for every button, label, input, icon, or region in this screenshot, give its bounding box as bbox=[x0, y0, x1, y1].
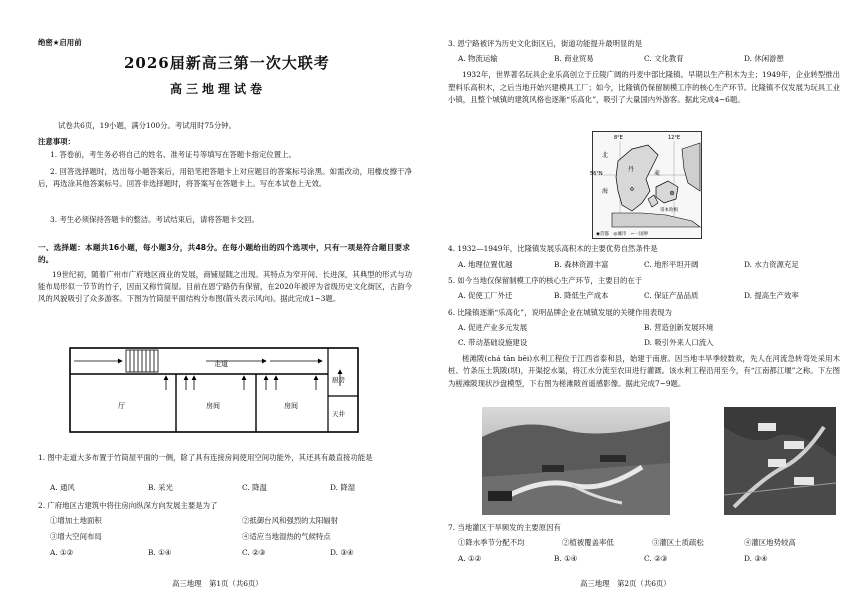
page-2-footer: 高三地理 第2页（共6页） bbox=[580, 579, 671, 588]
passage-2: 1932年，世界著名玩具企业乐高创立于丘陵广阔的丹麦中部比隆镇。早期以生产积木为主；1949年，企业转型推出塑料乐高积木，之后当地开始兴建模具工厂；如今，比隆镇仍保留制模工序的核心生产环节。比隆镇不仅发展为玩具工业小镇，且整个城镇的建筑风格也逐渐“乐高化”，吸引了大量国内外游客。据此完成4~6题。 bbox=[448, 70, 840, 105]
q5-option-b[interactable]: B. 降低生产成本 bbox=[554, 291, 609, 300]
question-3: 3. 恩宁路被评为历史文化街区后，街道功能提升最明显的是 bbox=[448, 39, 643, 48]
q2-option-d[interactable]: D. ③④ bbox=[330, 548, 354, 557]
bamboo-tube-house-floor-plan bbox=[66, 344, 362, 436]
q7-option-d[interactable]: D. ③④ bbox=[744, 554, 768, 563]
page-1-footer: 高三地理 第1页（共6页） bbox=[172, 579, 263, 588]
passage-3: 槎滩陂(chá tān bēi)水利工程位于江西省泰和县，始建于南唐。因当地丰旱季较数欢，先人在河流急转弯处采用木桩、竹条压土筑陂(坝)，开渠挖水渠，将江水分流至农田进行灌溉。该水利工程沿用至今，有“江南都江堰”之称。下左图为槎滩陂现状沙盘模型，下右图为槎滩陂首遥感影像。据此完成7~9题。 bbox=[448, 354, 840, 388]
label-hall: 厅 bbox=[118, 402, 125, 410]
map-label-north: 北 bbox=[602, 152, 609, 159]
exam-page-2 bbox=[430, 0, 860, 608]
q7-item-3: ③灌区土质疏松 bbox=[652, 538, 704, 547]
q7-option-a[interactable]: A. ①② bbox=[458, 554, 482, 563]
q5-option-a[interactable]: A. 促使工厂外迁 bbox=[458, 291, 513, 300]
q5-option-c[interactable]: C. 保证产品品质 bbox=[644, 291, 699, 300]
q7-item-4: ④灌区地势较高 bbox=[744, 538, 796, 547]
remote-sensing-image bbox=[724, 407, 836, 515]
map-label-mai: 麦 bbox=[654, 170, 661, 177]
q4-option-c[interactable]: C. 地形平坦开阔 bbox=[644, 260, 699, 269]
q3-option-b[interactable]: B. 商业贸易 bbox=[554, 54, 594, 63]
q4-option-d[interactable]: D. 水力资源充足 bbox=[744, 260, 799, 269]
note-1: 1. 答卷前，考生务必将自己的姓名、准考证号等填写在答题卡指定位置上。 bbox=[50, 150, 296, 159]
sand-table-model-photo bbox=[482, 407, 670, 515]
notes-heading: 注意事项： bbox=[38, 137, 75, 146]
q2-option-a[interactable]: A. ①② bbox=[50, 548, 74, 557]
question-5: 5. 如今当地仅保留制模工序的核心生产环节，主要目的在于 bbox=[448, 276, 643, 285]
q4-option-b[interactable]: B. 森林资源丰富 bbox=[554, 260, 609, 269]
q1-option-a[interactable]: A. 通风 bbox=[50, 483, 75, 492]
denmark-map bbox=[592, 131, 702, 239]
label-kitchen: 厨房 bbox=[332, 376, 345, 384]
q7-item-1: ①降水季节分配不均 bbox=[458, 538, 525, 547]
q1-option-c[interactable]: C. 降温 bbox=[242, 483, 267, 492]
q6-option-c[interactable]: C. 带动基础设施建设 bbox=[458, 338, 528, 347]
confidential-mark: 绝密★启用前 bbox=[38, 38, 82, 47]
note-3: 3. 考生必须保持答题卡的整洁。考试结束后，请将答题卡交回。 bbox=[50, 215, 259, 224]
q7-item-2: ②植被覆盖率低 bbox=[562, 538, 614, 547]
q4-option-a[interactable]: A. 地理位置优越 bbox=[458, 260, 513, 269]
map-label-sea: 海 bbox=[602, 188, 609, 195]
label-corridor: 走道 bbox=[214, 360, 228, 368]
q3-option-c[interactable]: C. 文化教育 bbox=[644, 54, 684, 63]
passage-1: 19世纪初，随着广州市广府地区商业的发展，商铺屋随之出现。其特点为窄开间、长进深，其典型的形式与功能布局形似一节节的竹子，因而又称竹筒屋。目前在恩宁路仍有保留，在2020年被评为省级历史文化街区，古韵今风的风貌吸引了众多游客。下图为竹筒屋平面结构分布图(箭头表示风向)。据此完成1~3题。 bbox=[38, 270, 412, 304]
q2-option-b[interactable]: B. ①④ bbox=[148, 548, 172, 557]
question-7: 7. 当地灌区干旱频发的主要原因有 bbox=[448, 523, 561, 532]
question-4: 4. 1932—1949年，比隆镇发展乐高积木的主要优势自然条件是 bbox=[448, 244, 658, 253]
q6-option-b[interactable]: B. 营造创新发展环境 bbox=[644, 323, 714, 332]
q5-option-d[interactable]: D. 提高生产效率 bbox=[744, 291, 799, 300]
question-6: 6. 比隆镇逐渐“乐高化”，说明品牌企业在城镇发展的关键作用表现为 bbox=[448, 308, 672, 317]
q2-item-3: ③增大空间布局 bbox=[50, 532, 102, 541]
map-label-capital: 哥本哈根 bbox=[660, 208, 678, 213]
q6-option-a[interactable]: A. 促进产业多元发展 bbox=[458, 323, 528, 332]
q3-option-a[interactable]: A. 物流运输 bbox=[458, 54, 498, 63]
exam-title: 2026届新高三第一次大联考 bbox=[124, 54, 330, 72]
label-room-b: 房间 bbox=[284, 402, 298, 410]
map-label-dan: 丹 bbox=[628, 166, 635, 173]
q2-item-1: ①增加土地面积 bbox=[50, 516, 102, 525]
q1-option-d[interactable]: D. 降湿 bbox=[330, 483, 356, 492]
map-legend: ◉首都 ◎城市 ⌐一国界 bbox=[596, 232, 649, 237]
section-1-heading: 一、选择题：本题共16小题，每小题3分，共48分。在每小题给出的四个选项中，只有一项是符合题目要求的。 bbox=[38, 243, 410, 264]
q6-option-d[interactable]: D. 吸引外来人口流入 bbox=[644, 338, 714, 347]
q1-option-b[interactable]: B. 采光 bbox=[148, 483, 173, 492]
q2-option-c[interactable]: C. ②③ bbox=[242, 548, 266, 557]
map-lat: 56°N bbox=[590, 171, 603, 177]
exam-intro: 试卷共6页，19小题，满分100分。考试用时75分钟。 bbox=[58, 121, 237, 130]
q3-option-d[interactable]: D. 休闲游憩 bbox=[744, 54, 784, 63]
paper-title: 高三地理试卷 bbox=[170, 82, 267, 96]
note-2: 2. 回答选择题时，选出每小题答案后，用铅笔把答题卡上对应题目的答案标号涂黑。如需改动，用橡皮擦干净后，再选涂其他答案标号。回答非选择题时，将答案写在答题卡上。写在本试卷上无效。 bbox=[38, 167, 412, 188]
q2-item-4: ④适应当地湿热的气候特点 bbox=[242, 532, 331, 541]
label-courtyard: 天井 bbox=[332, 410, 345, 418]
map-lon-left: 8°E bbox=[614, 135, 623, 141]
question-2: 2. 广府地区古建筑中将住房向纵深方向发展主要是为了 bbox=[38, 501, 218, 510]
q2-item-2: ②抵御台风和强烈的太阳辐射 bbox=[242, 516, 339, 525]
map-lon-right: 12°E bbox=[668, 135, 681, 141]
label-room-a: 房间 bbox=[206, 402, 220, 410]
question-1: 1. 图中走道大多布置于竹筒屋平面的一侧，除了具有连接房间使用空间功能外，其还具有最直接功能是 bbox=[38, 453, 373, 462]
q7-option-b[interactable]: B. ①④ bbox=[554, 554, 578, 563]
q7-option-c[interactable]: C. ②③ bbox=[644, 554, 668, 563]
